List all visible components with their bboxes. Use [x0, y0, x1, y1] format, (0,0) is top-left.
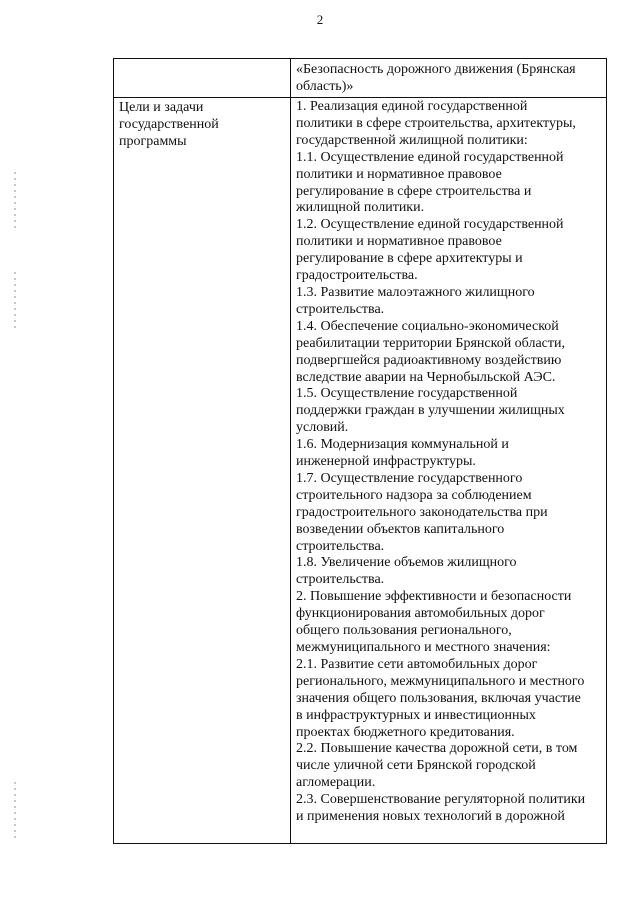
program-title-line-1: «Безопасность дорожного движения (Брянская [296, 62, 576, 77]
goal-text-line: проектах бюджетного кредитования. [296, 724, 515, 740]
goal-text-line: поддержки граждан в улучшении жилищных [296, 403, 565, 419]
goal-text-line: политики и нормативное правовое [296, 234, 502, 250]
program-table [113, 58, 607, 844]
goal-text-line: жилищной политики. [296, 200, 425, 216]
goal-text-line: строительного надзора за соблюдением [296, 487, 532, 503]
goal-text-line: 1.6. Модернизация коммунальной и [296, 437, 509, 453]
program-title-line-2: область)» [296, 78, 354, 94]
goal-text-line: 1.3. Развитие малоэтажного жилищного [296, 284, 535, 300]
scan-margin-dots [14, 270, 16, 330]
goals-label-line: Цели и задачи [119, 100, 204, 115]
goal-text-line: 1. Реализация единой государственной [296, 99, 528, 114]
goal-text-line: агломерации. [296, 775, 376, 791]
goal-text-line: 2.1. Развитие сети автомобильных дорог [296, 656, 538, 672]
goal-text-line: вследствие аварии на Чернобыльской АЭС. [296, 369, 556, 385]
goal-text-line: общего пользования регионального, [296, 623, 512, 639]
goal-text-line: строительства. [296, 301, 385, 317]
goal-text-line: регионального, межмуниципального и местного [296, 673, 585, 689]
column-divider [290, 59, 291, 843]
goal-text-line: 1.7. Осуществление государственного [296, 470, 523, 486]
goal-text-line: регулирование в сфере архитектуры и [296, 251, 523, 267]
goal-text-line: 1.5. Осуществление государственной [296, 386, 518, 402]
goal-text-line: 2.3. Совершенствование регуляторной политики [296, 792, 586, 808]
goals-content-cell [296, 99, 604, 843]
goal-text-line: политики и нормативное правовое [296, 166, 502, 182]
goal-text-line: строительства. [296, 538, 385, 554]
goal-text-line: государственной жилищной политики: [296, 132, 528, 148]
goal-text-line: 1.1. Осуществление единой государственной [296, 149, 564, 165]
goal-text-line: инженерной инфраструктуры. [296, 454, 476, 470]
goal-text-line: регулирование в сфере строительства и [296, 183, 532, 199]
scan-margin-dots [14, 170, 16, 230]
goal-text-line: градостроительного законодательства при [296, 504, 548, 520]
goal-text-line: 2. Повышение эффективности и безопасности [296, 589, 572, 605]
goal-text-line: 1.8. Увеличение объемов жилищного [296, 555, 517, 571]
goal-text-line: строительства. [296, 572, 385, 588]
goal-text-line: условий. [296, 420, 349, 436]
goal-text-line: числе уличной сети Брянской городской [296, 758, 536, 774]
goal-text-line: реабилитации территории Брянской области, [296, 335, 565, 351]
program-title-cell [296, 62, 604, 96]
goals-label-line: программы [119, 133, 187, 149]
goal-text-line: межмуниципального и местного значения: [296, 640, 551, 655]
scan-margin-dots [14, 780, 16, 840]
goal-text-line: 2.2. Повышение качества дорожной сети, в том [296, 741, 578, 757]
goal-text-line: и применения новых технологий в дорожной [296, 809, 565, 825]
goal-text-line: в инфраструктурных и инвестиционных [296, 707, 536, 723]
goal-text-line: политики в сфере строительства, архитектуры, [296, 115, 576, 131]
goal-text-line: значения общего пользования, включая участие [296, 690, 581, 706]
page-number: 2 [316, 12, 324, 27]
goals-label-line: государственной [119, 116, 219, 132]
goal-text-line: 1.2. Осуществление единой государственной [296, 217, 564, 233]
goal-text-line: функционирования автомобильных дорог [296, 606, 545, 622]
goals-label-cell [119, 100, 287, 151]
table-row-title [114, 59, 606, 98]
goal-text-line: возведении объектов капитального [296, 521, 505, 537]
goal-text-line: подвергшейся радиоактивному воздействию [296, 352, 562, 368]
goal-text-line: градостроительства. [296, 268, 418, 284]
goal-text-line: 1.4. Обеспечение социально-экономической [296, 318, 559, 334]
